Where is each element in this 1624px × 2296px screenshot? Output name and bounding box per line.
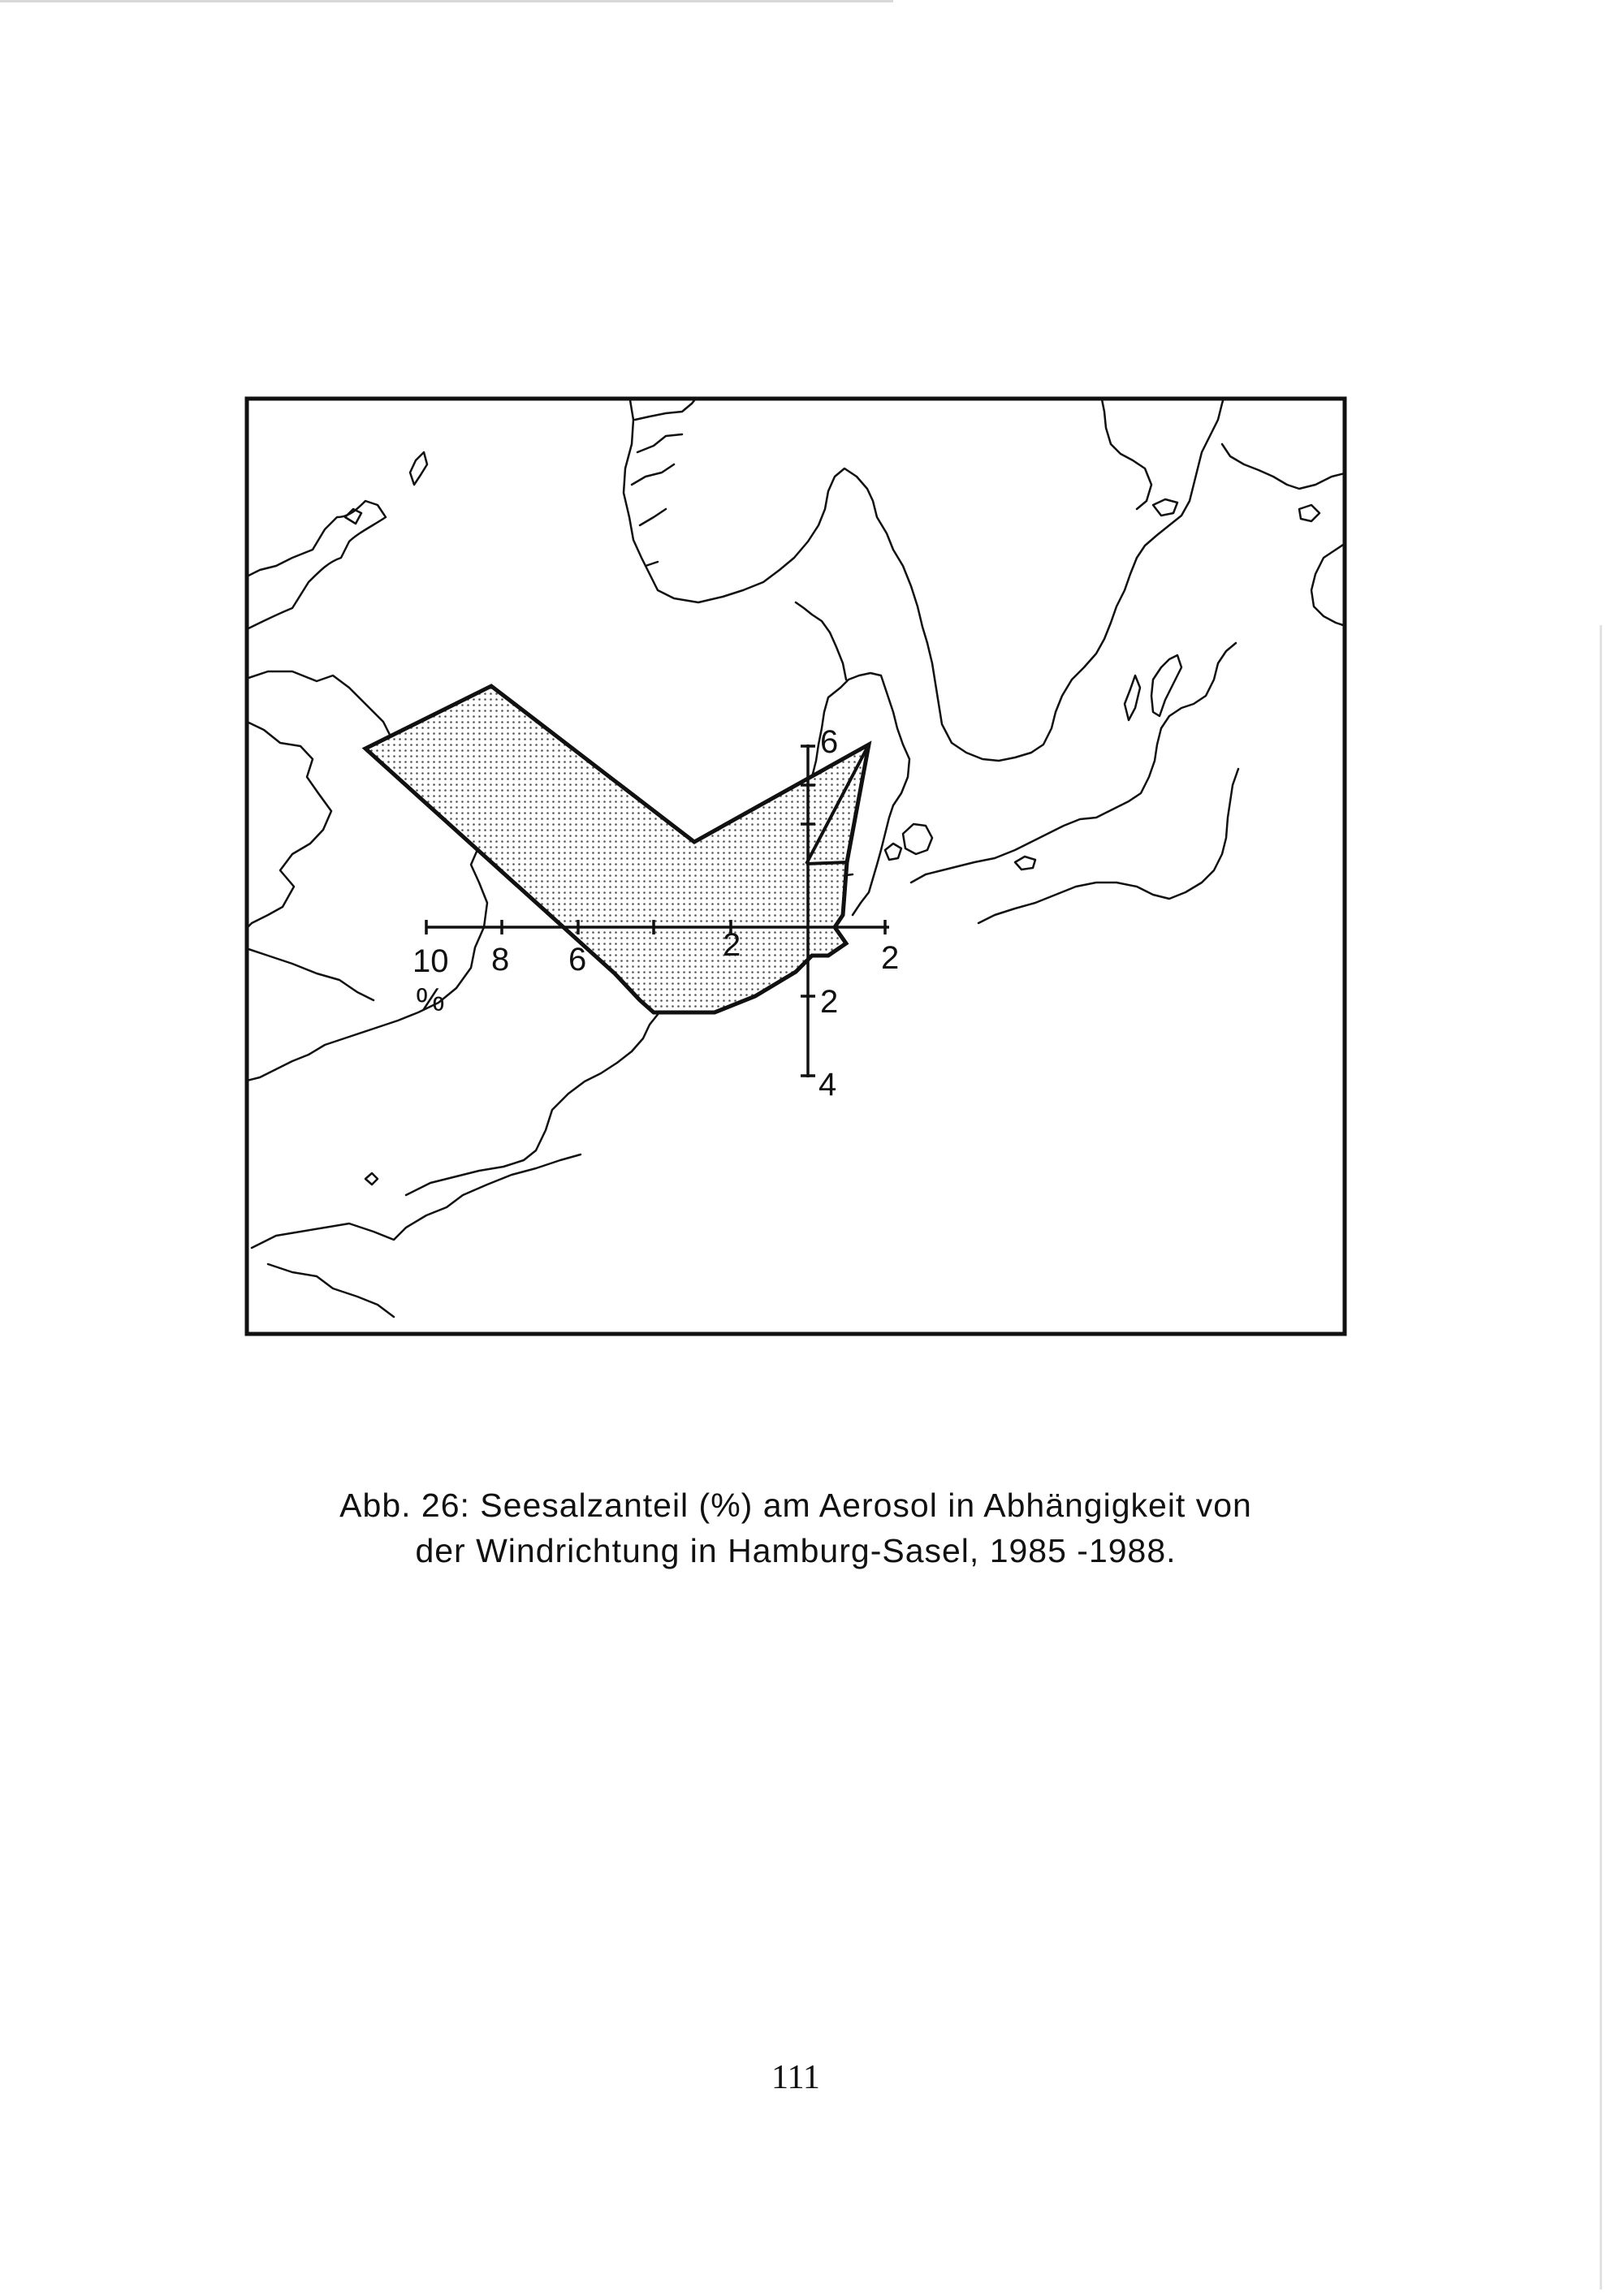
- caption-line-2: der Windrichtung in Hamburg-Sasel, 1985 -1988.: [415, 1532, 1177, 1569]
- ray-n: [806, 862, 847, 864]
- scale-label-6: 6: [568, 942, 587, 978]
- scale-label-unit: %: [416, 982, 445, 1018]
- scale-label-bottom-4: 4: [818, 1067, 837, 1103]
- scale-label-2: 2: [723, 927, 741, 963]
- scale-label-10: 10: [412, 943, 449, 979]
- page-number: 111: [771, 2059, 820, 2096]
- scan-edge-right: [1600, 625, 1602, 2290]
- scale-label-top-6: 6: [820, 724, 839, 760]
- map-svg: [244, 395, 1348, 1337]
- scan-edge-top: [0, 0, 893, 2]
- scale-label-8: 8: [491, 942, 510, 978]
- scale-label-right-2: 2: [881, 940, 900, 976]
- figure-caption: [244, 1482, 1348, 1573]
- caption-line-1: Abb. 26: Seesalzanteil (%) am Aerosol in Abhängigkeit von: [339, 1487, 1252, 1524]
- scale-label-bottom-2: 2: [820, 984, 839, 1020]
- figure-map: [244, 395, 1348, 1337]
